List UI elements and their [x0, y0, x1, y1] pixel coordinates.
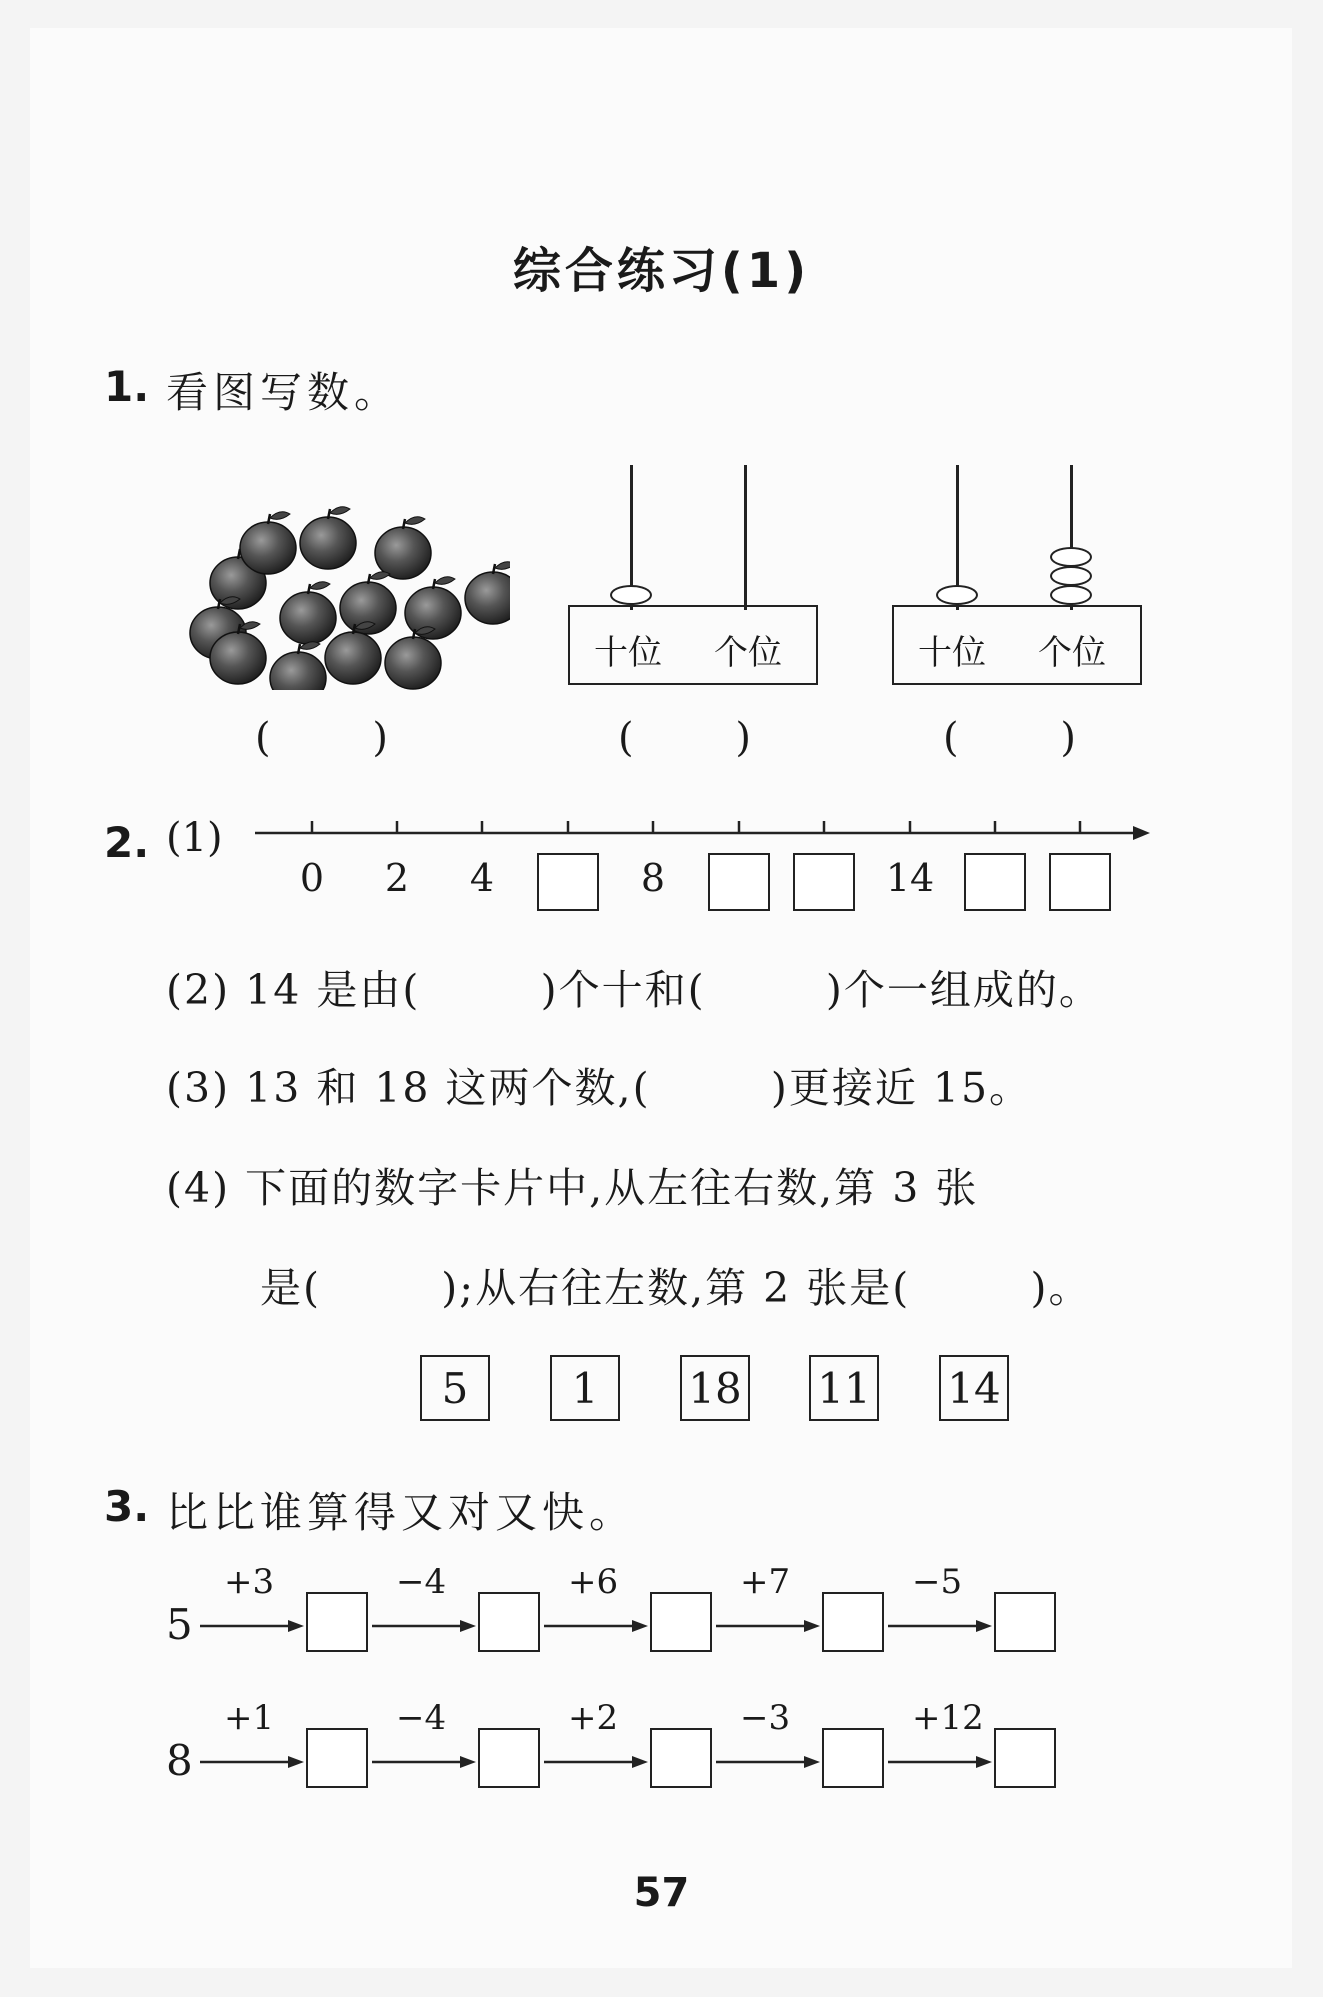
- q2-part1-label: (1): [166, 815, 223, 861]
- number-line-label: 4: [469, 856, 495, 900]
- arrow-right-icon: [888, 1752, 992, 1772]
- q2-part3: (3) 13 和 18 这两个数,( )更接近 15。: [166, 1064, 1033, 1112]
- number-line-label: 0: [299, 856, 325, 900]
- operation-label: +12: [912, 1698, 984, 1738]
- apple-icon: [280, 582, 336, 644]
- number-line-answer-box[interactable]: [1049, 853, 1111, 911]
- apple-icon: [465, 562, 510, 624]
- apple-cluster: [170, 470, 510, 690]
- arrow-right-icon: [888, 1616, 992, 1636]
- arrow-right-icon: [372, 1616, 476, 1636]
- operation-label: +6: [568, 1562, 619, 1602]
- q3-prompt: 比比谁算得又对又快。: [166, 1488, 637, 1537]
- arrow-right-icon: [544, 1752, 648, 1772]
- arrow-right-icon: [1133, 826, 1150, 840]
- number-card: 11: [809, 1355, 879, 1421]
- arrow-right-icon: [716, 1616, 820, 1636]
- answer-box[interactable]: [822, 1592, 884, 1652]
- answer-box[interactable]: [306, 1728, 368, 1788]
- apple-icon: [375, 517, 431, 579]
- chain-start-number: 5: [166, 1600, 193, 1649]
- answer-box[interactable]: [994, 1592, 1056, 1652]
- arrow-right-icon: [372, 1752, 476, 1772]
- answer-box[interactable]: [650, 1592, 712, 1652]
- operation-label: +3: [224, 1562, 275, 1602]
- number-line-label: 14: [885, 856, 935, 900]
- operation-label: +7: [740, 1562, 791, 1602]
- operation-label: −4: [396, 1562, 447, 1602]
- apple-icon: [240, 512, 296, 574]
- abacus-bead: [1050, 585, 1092, 605]
- abacus1-ones-rod: [744, 465, 747, 610]
- number-line-answer-box[interactable]: [964, 853, 1026, 911]
- chain-start-number: 8: [166, 1736, 193, 1785]
- q2-part2: (2) 14 是由( )个十和( )个一组成的。: [166, 966, 1102, 1014]
- page-title: 综合练习(1): [512, 243, 811, 299]
- answer-box[interactable]: [822, 1728, 884, 1788]
- answer-box[interactable]: [650, 1728, 712, 1788]
- operation-label: +1: [224, 1698, 275, 1738]
- number-line-label: 8: [640, 856, 666, 900]
- abacus-bead: [610, 585, 652, 605]
- abacus-bead: [936, 585, 978, 605]
- abacus-bead: [1050, 547, 1092, 567]
- number-card: 14: [939, 1355, 1009, 1421]
- q1-number: 1.: [104, 362, 150, 411]
- number-line: [255, 815, 1155, 855]
- apple-icon: [300, 507, 356, 569]
- q1-answer-blank[interactable]: ( ): [255, 715, 388, 761]
- number-card: 18: [680, 1355, 750, 1421]
- number-line-label: 2: [384, 856, 410, 900]
- answer-box[interactable]: [478, 1728, 540, 1788]
- apple-icon: [270, 642, 326, 690]
- arrow-right-icon: [716, 1752, 820, 1772]
- answer-box[interactable]: [994, 1728, 1056, 1788]
- number-line-answer-box[interactable]: [793, 853, 855, 911]
- q2-part4-line2: 是( );从右往左数,第 2 张是( )。: [260, 1264, 1092, 1312]
- number-card: 5: [420, 1355, 490, 1421]
- abacus1-place-value-box: [568, 605, 818, 685]
- tens-label: 十位: [918, 633, 986, 673]
- number-card: 1: [550, 1355, 620, 1421]
- operation-label: −4: [396, 1698, 447, 1738]
- tens-label: 十位: [594, 633, 662, 673]
- number-line-answer-box[interactable]: [708, 853, 770, 911]
- operation-label: +2: [568, 1698, 619, 1738]
- q2-number: 2.: [104, 818, 150, 867]
- ones-label: 个位: [1038, 633, 1106, 673]
- operation-label: −5: [912, 1562, 963, 1602]
- abacus-bead: [1050, 566, 1092, 586]
- arrow-right-icon: [200, 1752, 304, 1772]
- q1-prompt: 看图写数。: [166, 368, 402, 417]
- q1-answer-blank[interactable]: ( ): [943, 715, 1076, 761]
- answer-box[interactable]: [478, 1592, 540, 1652]
- q2-part4-line1: (4) 下面的数字卡片中,从左往右数,第 3 张: [166, 1164, 979, 1212]
- ones-label: 个位: [714, 633, 782, 673]
- arrow-right-icon: [544, 1616, 648, 1636]
- q1-answer-blank[interactable]: ( ): [618, 715, 751, 761]
- q3-number: 3.: [104, 1482, 150, 1531]
- operation-label: −3: [740, 1698, 791, 1738]
- arrow-right-icon: [200, 1616, 304, 1636]
- number-line-answer-box[interactable]: [537, 853, 599, 911]
- answer-box[interactable]: [306, 1592, 368, 1652]
- abacus2-place-value-box: [892, 605, 1142, 685]
- page-number: 57: [633, 1870, 690, 1916]
